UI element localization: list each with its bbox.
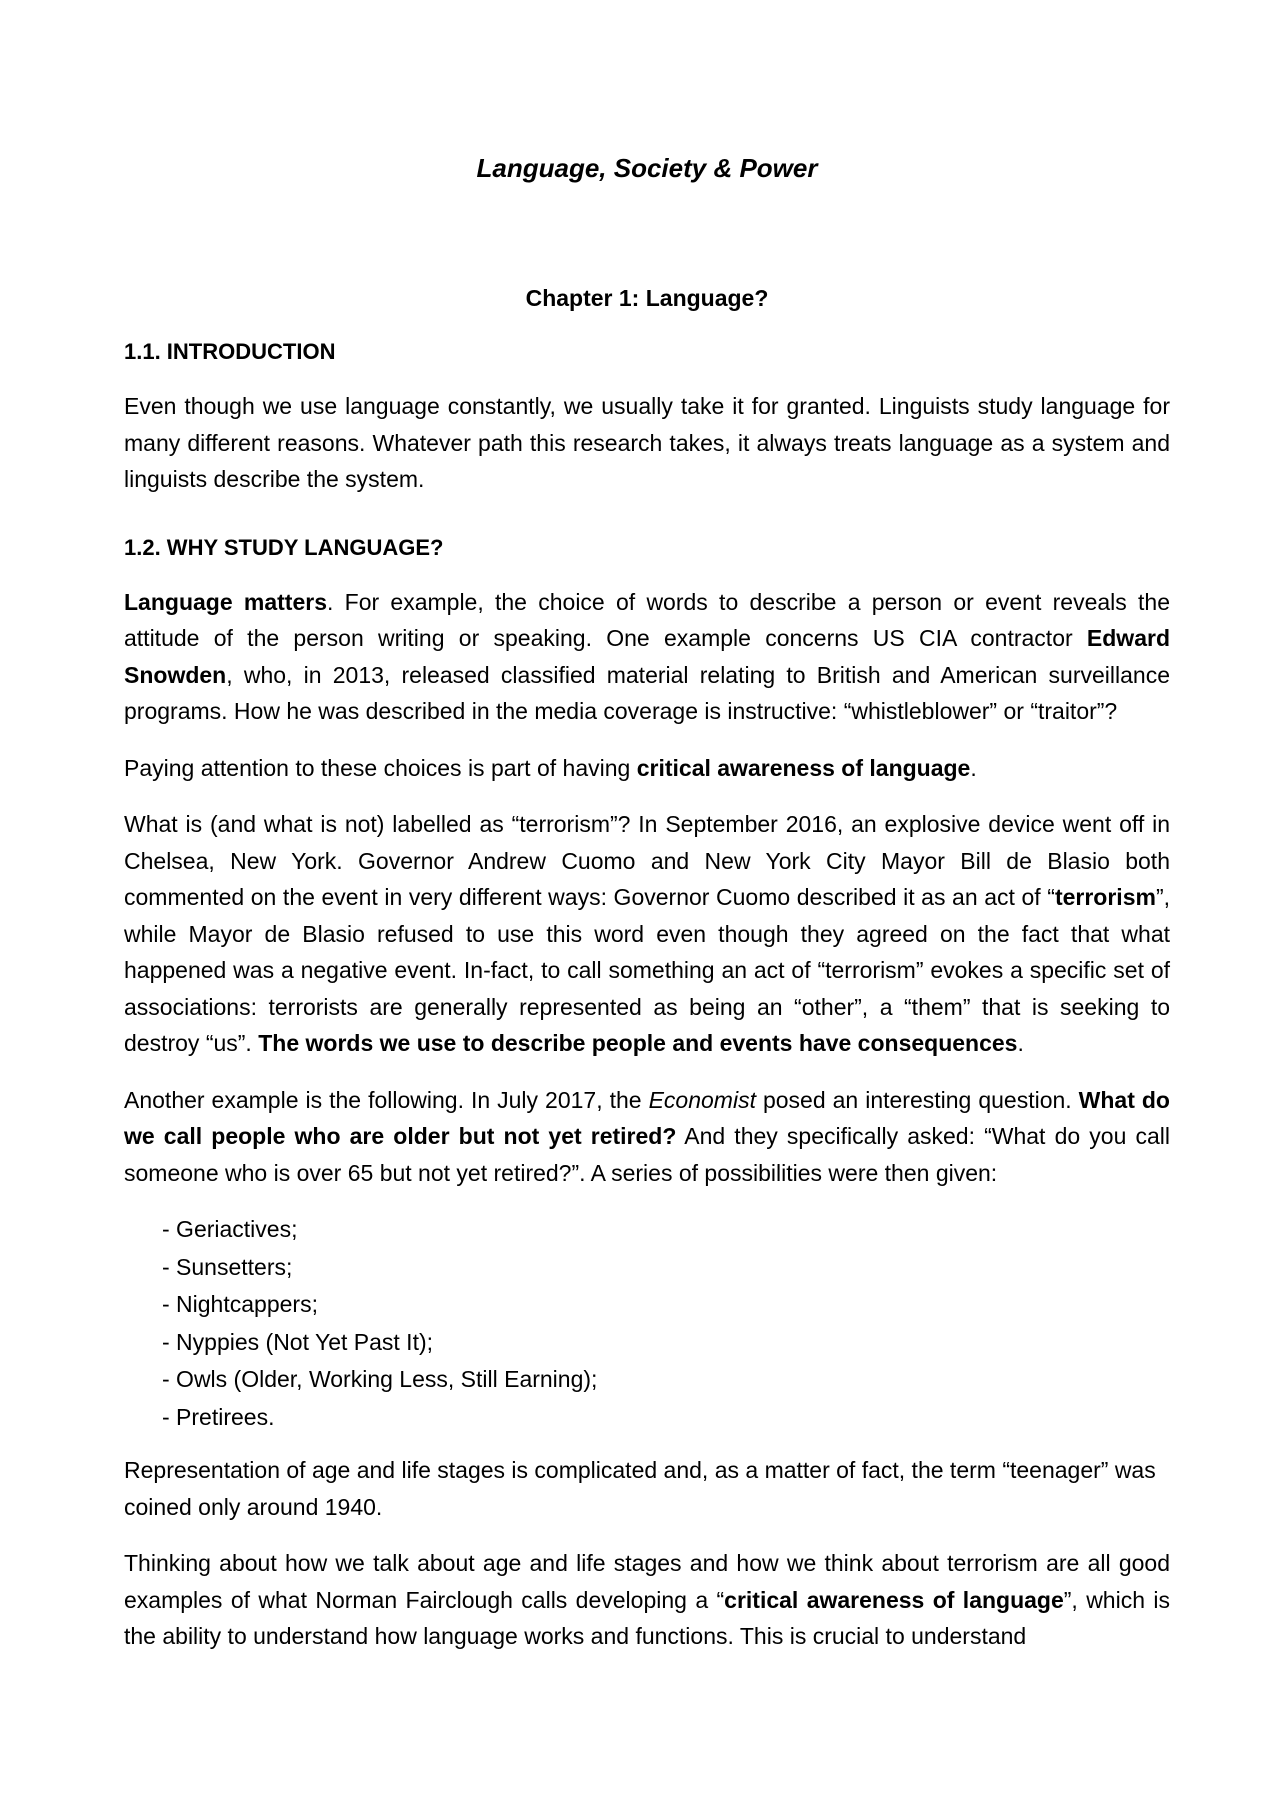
introduction-paragraph: [124, 388, 1170, 498]
paragraph-text: And they specifically asked: “What do you call someone who is over 65 but not yet retired?”. A series of possibilities were then given:: [124, 1123, 1170, 1186]
document-page: [124, 150, 1170, 1655]
list-item: - Nightcappers;: [162, 1291, 318, 1317]
list-item: - Owls (Older, Working Less, Still Earning);: [162, 1366, 598, 1392]
paragraph-text: . For example, the choice of words to describe a person or event reveals the attitude of the person writing or speaking. One example concerns US CIA contractor: [124, 588, 1170, 651]
possibilities-list: [124, 1211, 1170, 1436]
critical-awareness-paragraph: [124, 750, 1170, 787]
terrorism-emphasis: terrorism: [1054, 884, 1156, 910]
document-title: Language, Society & Power: [476, 153, 818, 183]
paragraph-text: ”, which is the ability to understand how language works and functions. This is crucial to understand: [124, 1586, 1170, 1649]
paragraph-text: ”, while Mayor de Blasio refused to use this word even though they agreed on the fact that what happened was a negative event. In-fact, to call something an act of “terrorism” evokes a specific set of associations: terrorists are generally represented as being an “other”, a “them” that is seeking to destroy “us”.: [124, 884, 1170, 1056]
age-representation-paragraph: [124, 1452, 1170, 1525]
section-heading-why-study-language: 1.2. WHY STUDY LANGUAGE?: [124, 534, 444, 560]
terrorism-paragraph: [124, 806, 1170, 1062]
list-item: - Nyppies (Not Yet Past It);: [162, 1328, 434, 1355]
question-emphasis: What do we call people who are older but not yet retired?: [124, 1086, 1170, 1149]
language-matters-paragraph: [124, 584, 1170, 730]
paragraph-text: Paying attention to these choices is part of having: [124, 754, 637, 781]
paragraph-text: Thinking about how we talk about age and life stages and how we think about terrorism are all good examples of what Norman Fairclough calls developing a “: [124, 1550, 1170, 1613]
critical-awareness-emphasis: critical awareness of language: [636, 754, 971, 781]
section-heading-introduction: 1.1. INTRODUCTION: [124, 339, 336, 364]
introduction-text: Even though we use language constantly, we usually take it for granted. Linguists study language for many different reasons. Whatever path this research takes, it always treats language as a system and linguists describe the system.: [124, 393, 1170, 492]
list-item: - Geriactives;: [162, 1216, 298, 1242]
economist-italic: Economist: [648, 1086, 756, 1113]
paragraph-text: What is (and what is not) labelled as “terrorism”? In September 2016, an explosive device went off in Chelsea, New York. Governor Andrew Cuomo and New York City Mayor Bill de Blasio both commented on the event in very different ways: Governor Cuomo described it as an act of “: [124, 811, 1170, 910]
language-matters-emphasis: Language matters: [124, 588, 327, 615]
paragraph-text: Representation of age and life stages is complicated and, as a matter of fact, the term “teenager” was coined only around 1940.: [124, 1457, 1156, 1520]
list-item: - Sunsetters;: [162, 1253, 293, 1280]
paragraph-text: , who, in 2013, released classified material relating to British and American surveillance programs. How he was described in the media coverage is instructive: “whistleblower” or “traitor”?: [124, 661, 1170, 724]
critical-awareness-emphasis: critical awareness of language: [724, 1586, 1064, 1613]
paragraph-text: .: [970, 754, 977, 781]
edward-snowden-emphasis: Edward Snowden: [124, 625, 1170, 688]
paragraph-text: posed an interesting question.: [755, 1086, 1079, 1113]
economist-paragraph: [124, 1082, 1170, 1192]
list-item: - Pretirees.: [162, 1403, 275, 1430]
paragraph-text: .: [1017, 1030, 1024, 1056]
consequences-emphasis: The words we use to describe people and events have consequences: [258, 1030, 1018, 1056]
fairclough-paragraph: [124, 1545, 1170, 1655]
chapter-title: Chapter 1: Language?: [525, 285, 769, 311]
paragraph-text: Another example is the following. In July 2017, the: [124, 1086, 649, 1113]
